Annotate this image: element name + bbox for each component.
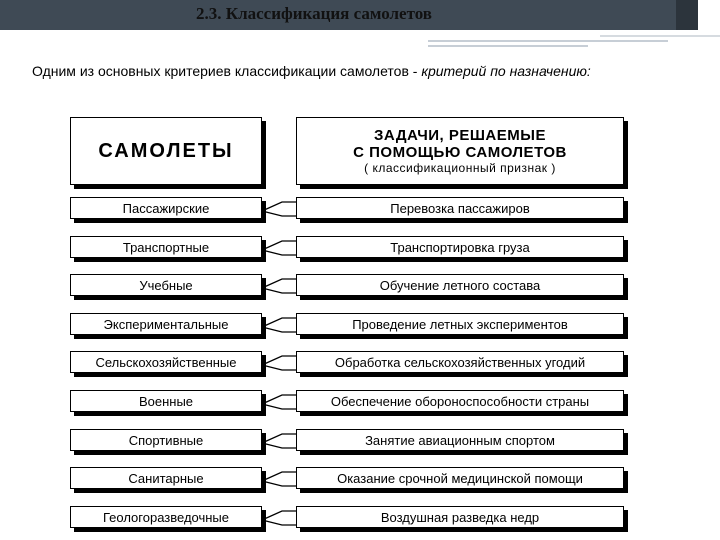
aircraft-task: Обеспечение обороноспособности страны (296, 390, 624, 412)
connector-arrow (262, 241, 296, 255)
aircraft-task: Обработка сельскохозяйственных угодий (296, 351, 624, 373)
aircraft-type: Экспериментальные (70, 313, 262, 335)
subtitle-emphasis: критерий по назначению: (421, 63, 591, 79)
connector-arrow (262, 511, 296, 525)
connector-arrow (262, 318, 296, 332)
aircraft-task: Занятие авиационным спортом (296, 429, 624, 451)
aircraft-type: Спортивные (70, 429, 262, 451)
page-title: 2.3. Классификация самолетов (196, 4, 432, 23)
aircraft-task: Проведение летных экспериментов (296, 313, 624, 335)
tasks-header-line1: ЗАДАЧИ, РЕШАЕМЫЕ (374, 126, 546, 144)
connector-arrow (262, 434, 296, 448)
aircraft-task: Транспортировка груза (296, 236, 624, 258)
connector-arrow (262, 395, 296, 409)
aircraft-task: Обучение летного состава (296, 274, 624, 296)
tasks-header-line2: С ПОМОЩЬЮ САМОЛЕТОВ (353, 143, 567, 161)
aircraft-type: Сельскохозяйственные (70, 351, 262, 373)
aircraft-type: Учебные (70, 274, 262, 296)
aircraft-header: САМОЛЕТЫ (70, 117, 262, 185)
aircraft-type: Геологоразведочные (70, 506, 262, 528)
connector-arrow (262, 356, 296, 370)
tasks-header-note: ( классификационный признак ) (364, 160, 556, 175)
aircraft-task: Перевозка пассажиров (296, 197, 624, 219)
aircraft-task: Оказание срочной медицинской помощи (296, 467, 624, 489)
connector-arrow (262, 202, 296, 216)
aircraft-task: Воздушная разведка недр (296, 506, 624, 528)
aircraft-type: Пассажирские (70, 197, 262, 219)
connector-arrow (262, 472, 296, 486)
connector-arrow (262, 279, 296, 293)
aircraft-type: Санитарные (70, 467, 262, 489)
subtitle-text: Одним из основных критериев классификации самолетов - (32, 63, 422, 79)
aircraft-type: Транспортные (70, 236, 262, 258)
aircraft-type: Военные (70, 390, 262, 412)
